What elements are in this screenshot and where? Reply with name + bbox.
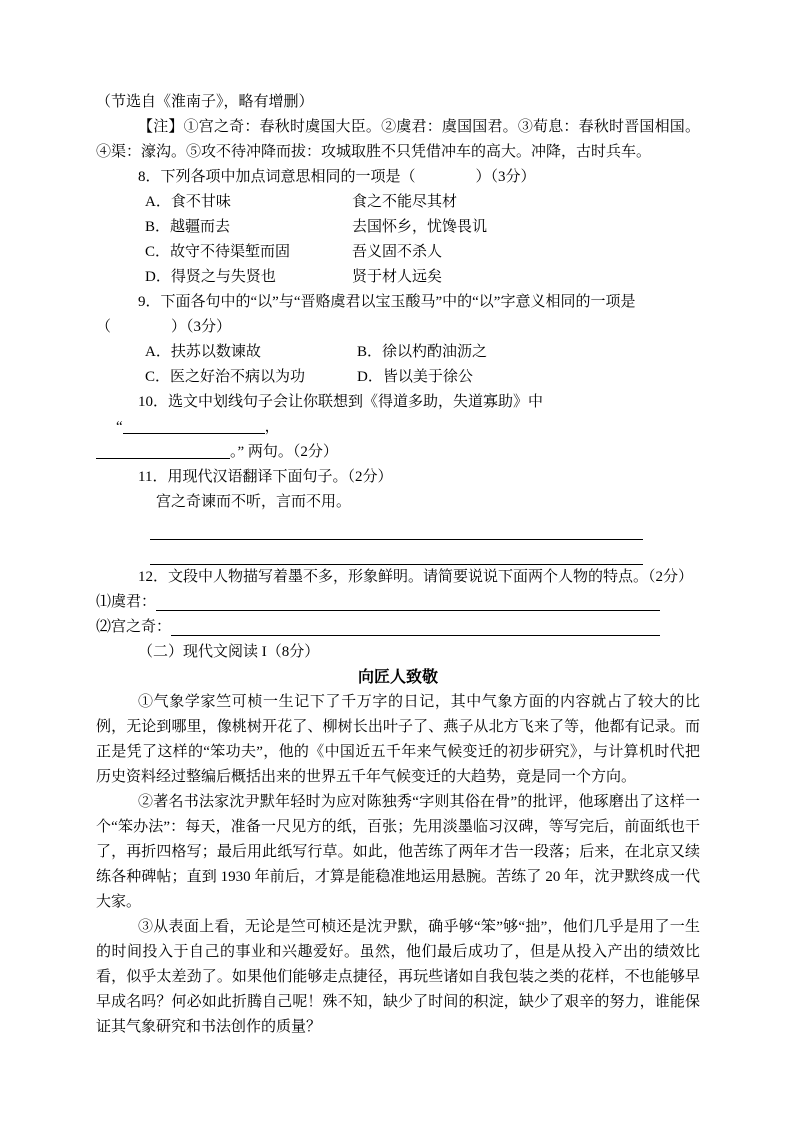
question-9-stem-line2: （ ）（3分） — [96, 319, 232, 335]
q8-option-row-d — [96, 265, 700, 290]
q9-option-a: A．扶苏以数谏故 — [145, 344, 261, 360]
question-10-stem: 10．选文中划线句子会让你联想到《得道多助，失道寡助》中 — [138, 394, 544, 410]
question-12-stem: 12．文段中人物描写着墨不多，形象鲜明。请简要说说下面两个人物的特点。（2分） — [138, 569, 694, 585]
q12-item-2-blank — [171, 615, 660, 636]
q12-item-2 — [96, 615, 700, 640]
question-8-stem: 8．下列各项中加点词意思相同的一项是（ ）（3分） — [138, 169, 536, 185]
q10-answer-blank-1 — [123, 418, 265, 434]
q9-option-b: B．徐以杓酌油沥之 — [357, 344, 488, 360]
passage-paragraph-1: ①气象学家竺可桢一生记下了千万字的日记，其中气象方面的内容就占了较大的比例，无论到哪里，像桃树开花了、柳树长出叶子了、燕子从北方飞来了等，他都有记录。而正是凭了这样的“笨功夫”，他的《中国近五千年来气候变迁的初步研究》，与计算机时代把历史资料经过整编后概括出来的世界五千年气候变迁的大趋势，竟是同一个方向。 — [96, 694, 700, 785]
passage-paragraph-3: ③从表面上看，无论是竺可桢还是沈尹默，确乎够“笨”够“拙”，他们几乎是用了一生的时间投入于自己的事业和兴趣爱好。虽然，他们最后成功了，但是从投入产出的绩效比看，似乎太差劲了。如果他们能够走点捷径，再玩些诸如自我包装之类的花样，不也能够早早成名吗？何必如此折腾自己呢！殊不知，缺少了时间的积淀，缺少了艰辛的努力，谁能保证其气象研究和书法创作的质量？ — [96, 919, 700, 1035]
passage-paragraph-2: ②著名书法家沈尹默年轻时为应对陈独秀“字则其俗在骨”的批评，他琢磨出了这样一个“笨办法”：每天，准备一尺见方的纸，百张；先用淡墨临习汉碑，等写完后，前面纸也干了，再折四格写；最后用此纸写行草。如此，他苦练了两年才告一段落；后来，在北京又续练各种碑帖；直到 1930 年前后，才算是能稳准地运用悬腕。苦练了 20 年，沈尹默终成一代大家。 — [96, 794, 700, 910]
q9-option-row-cd — [96, 365, 700, 390]
source-note: （节选自《淮南子》，略有增删） — [96, 94, 314, 110]
q10-blank-row-2 — [96, 440, 700, 465]
q12-item-1-blank — [156, 590, 660, 611]
q9-option-d: D．皆以美于徐公 — [357, 369, 473, 385]
q10-open-quote: “ — [116, 419, 123, 435]
question-11-stem: 11．用现代汉语翻译下面句子。（2分） — [138, 469, 393, 485]
q8-option-a-right: 食之不能尽其材 — [352, 194, 458, 210]
q10-blank-row-1 — [96, 415, 700, 440]
q8-option-d-right: 贤于材人远矣 — [352, 269, 443, 285]
q9-option-row-ab — [96, 340, 700, 365]
q11-answer-line-2 — [150, 540, 643, 565]
q8-option-c-right: 吾义固不杀人 — [352, 244, 443, 260]
q8-option-b-right: 去国怀乡，忧馋畏讥 — [352, 219, 488, 235]
q11-answer-line-1 — [150, 515, 643, 540]
q8-option-d-left: D．得贤之与失贤也 — [145, 269, 276, 285]
q8-option-row-b — [96, 215, 700, 240]
question-9-stem-line1: 9．下面各句中的“以”与“晋赂虞君以宝玉酸马”中的“以”字意义相同的一项是 — [138, 294, 636, 310]
q12-item-1 — [96, 590, 700, 615]
reading-passage-title: 向匠人致敬 — [357, 669, 438, 686]
q8-option-b-left: B．越疆而去 — [145, 219, 231, 235]
q8-option-row-a — [96, 190, 700, 215]
q10-blank2-suffix: 。” 两句。（2分） — [230, 444, 338, 460]
q12-item-1-label: ⑴虞君： — [96, 594, 157, 610]
q11-sentence: 宫之奇谏而不听，言而不用。 — [156, 494, 352, 510]
q9-option-c: C．医之好治不病以为功 — [145, 369, 306, 385]
q8-option-c-left: C．故守不待渠堑而固 — [145, 244, 291, 260]
q12-item-2-label: ⑵宫之奇： — [96, 619, 172, 635]
annotation-note: 【注】①宫之奇：春秋时虞国大臣。②虞君：虞国国君。③荀息：春秋时晋国相国。④渠：濠沟。⑤攻不待冲降而拔：攻城取胜不只凭借冲车的高大。冲降，古时兵车。 — [96, 119, 700, 160]
section-2-heading: （二）现代文阅读 I（8分） — [138, 644, 320, 660]
q8-option-row-c — [96, 240, 700, 265]
q10-blank1-suffix: ， — [264, 419, 280, 435]
q8-option-a-left: A．食不甘味 — [145, 194, 231, 210]
q10-answer-blank-2 — [96, 443, 230, 459]
